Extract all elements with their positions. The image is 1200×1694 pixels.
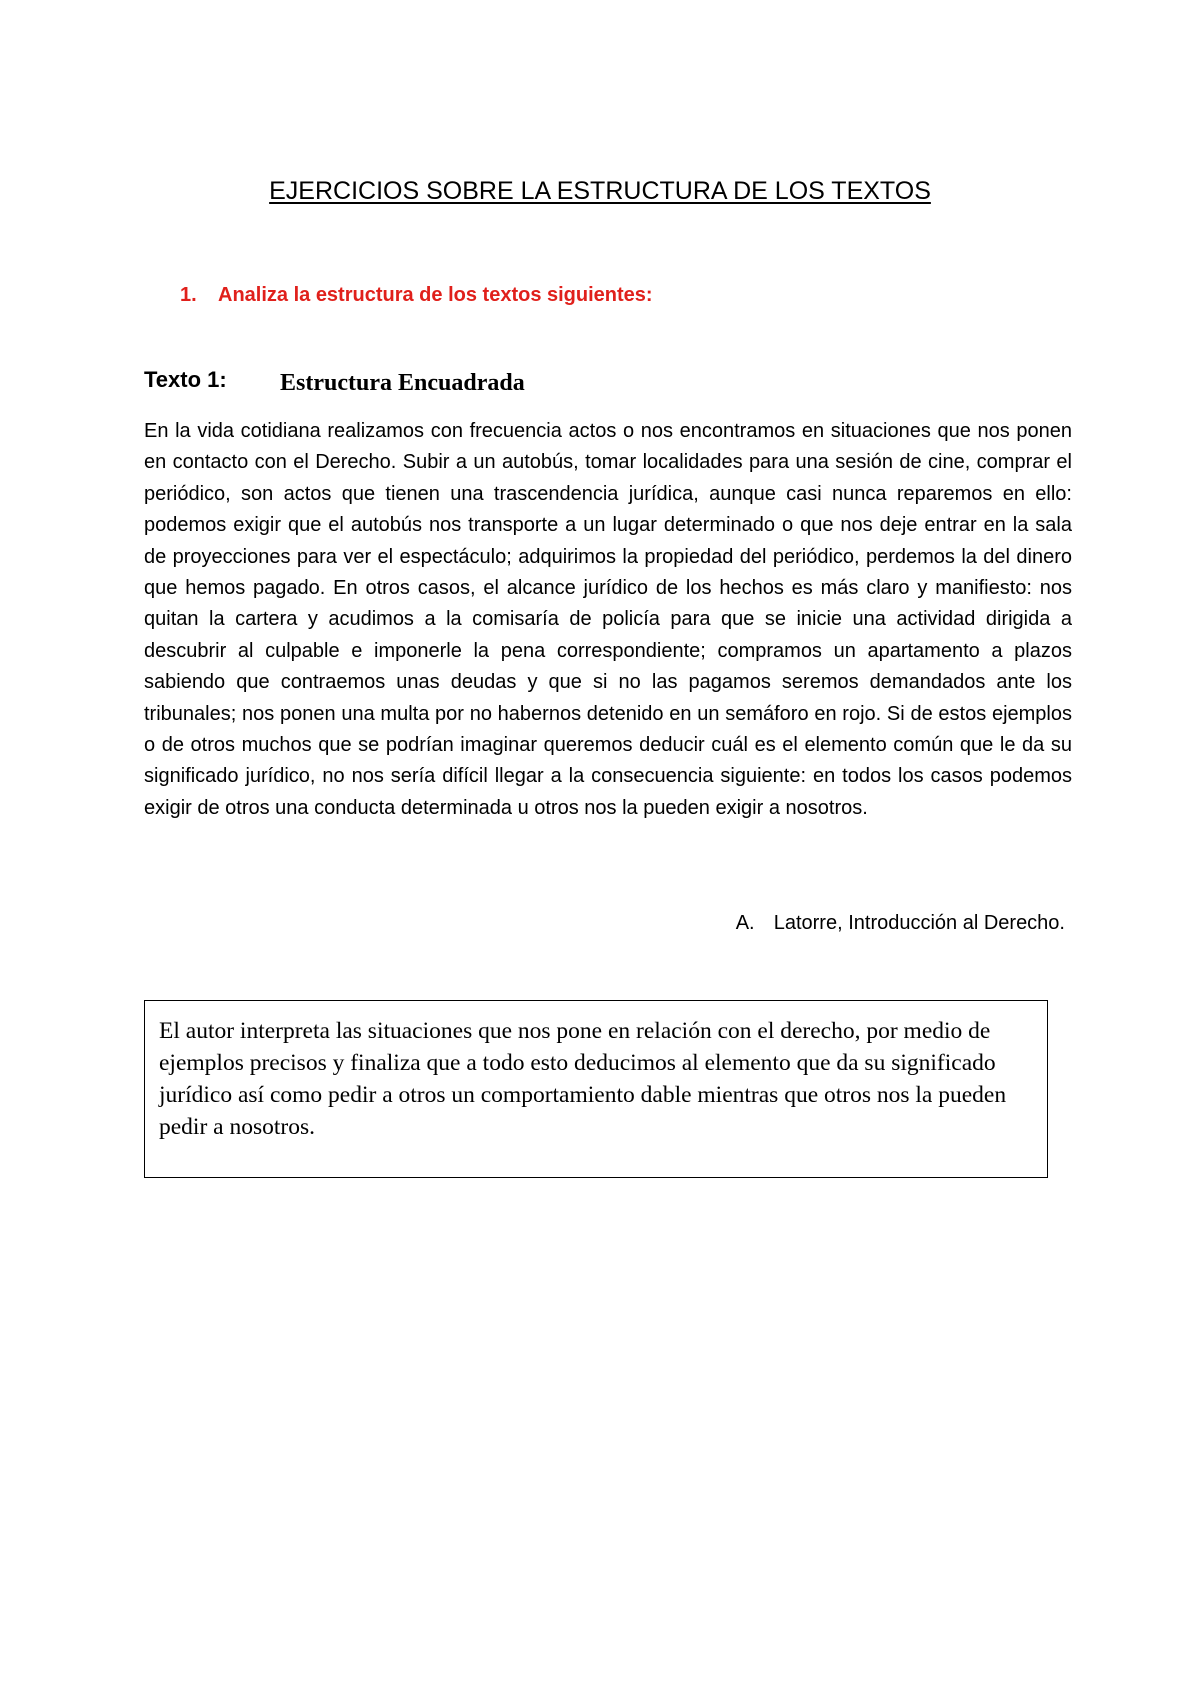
structure-type-answer: Estructura Encuadrada	[280, 370, 525, 396]
citation	[736, 911, 1065, 935]
instruction-text: Analiza la estructura de los textos siguientes:	[218, 284, 653, 306]
citation-source: Latorre, Introducción al Derecho.	[773, 912, 1065, 934]
text-label: Texto 1:	[144, 367, 227, 392]
text-passage: En la vida cotidiana realizamos con frecuencia actos o nos encontramos en situaciones que nos ponen en contacto con el Derecho. Subir a un autobús, tomar localidades para una sesión de cine, comprar el periódico, son actos que tienen una trascendencia jurídica, aunque casi nunca reparemos en ello: podemos exigir que el autobús nos transporte a un lugar determinado o que nos deje entrar en la sala de proyecciones para ver el espectáculo; adquirimos la propiedad del periódico, perdemos la del dinero que hemos pagado. En otros casos, el alcance jurídico de los hechos es más claro y manifiesto: nos quitan la cartera y acudimos a la comisaría de policía para que se inicie una actividad dirigida a descubrir al culpable e imponerle la pena correspondiente; compramos un apartamento a plazos sabiendo que contraemos unas deudas y que si no las pagamos seremos demandados ante los tribunales; nos ponen una multa por no habernos detenido en un semáforo en rojo. Si de estos ejemplos o de otros muchos que se podrían imaginar queremos deducir cuál es el elemento común que le da su significado jurídico, no nos sería difícil llegar a la consecuencia siguiente: en todos los casos podemos exigir de otros una conducta determinada u otros nos la pueden exigir a nosotros.	[144, 420, 1072, 819]
answer-text: El autor interpreta las situaciones que nos pone en relación con el derecho, por medio de ejemplos precisos y finaliza que a todo esto deducimos al elemento que da su significado jurídico así como pedir a otros un comportamiento dable mientras que otros nos la pueden pedir a nosotros.	[159, 1018, 1007, 1140]
answer-box	[144, 1000, 1048, 1178]
document-title: EJERCICIOS SOBRE LA ESTRUCTURA DE LOS TEXTOS	[269, 177, 931, 205]
text-heading	[144, 366, 525, 397]
instruction-number: 1.	[180, 284, 197, 306]
instruction-item	[180, 283, 653, 307]
citation-initial: A.	[735, 912, 755, 934]
